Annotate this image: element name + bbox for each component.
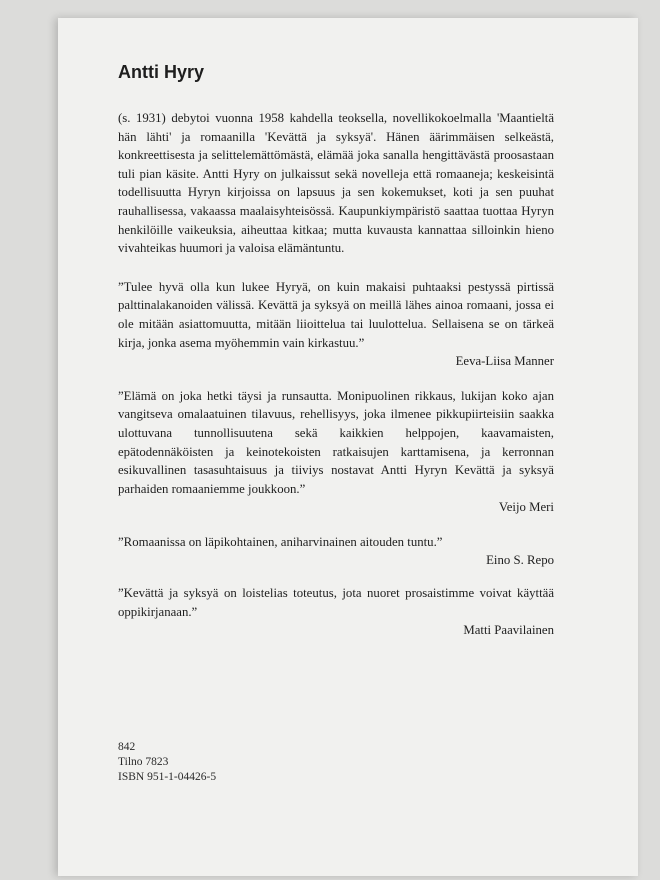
tilno-code: Tilno 7823: [118, 756, 169, 768]
quote-text: ”Kevättä ja syksyä on loistelias toteutus, jota nuoret prosaistimme voivat käyttää oppikirjanaan.”: [118, 586, 554, 619]
quote-text: ”Tulee hyvä olla kun lukee Hyryä, on kuin makaisi puhtaaksi pestyssä pirtissä palttinalakanoiden välissä. Kevättä ja syksyä on meillä lähes ainoa romaani, jossa ei ole mitään asiattomuutta, mitään liioittelua tai luulottelua. Sellaisena se on tärkeä kirja, jonka asema myöhemmin vain kirkastuu.”: [118, 279, 554, 350]
author-name: Antti Hyry: [118, 62, 205, 82]
catalog-number: 842: [118, 741, 136, 753]
cover-text-block: [118, 62, 554, 640]
quote-author: Veijo Meri: [498, 500, 554, 515]
review-quote-4: [118, 584, 554, 640]
quote-text: ”Romaanissa on läpikohtainen, aniharvinainen aitouden tuntu.”: [118, 534, 443, 549]
quote-author: Matti Paavilainen: [463, 623, 554, 638]
review-quote-2: [118, 387, 554, 517]
review-quote-3: [118, 533, 554, 570]
quote-text: ”Elämä on joka hetki täysi ja runsautta. Monipuolinen rikkaus, lukijan koko ajan vangitseva omalaatuinen tilavuus, rehellisyys, joka ilmenee pikkupiirteisiin saakka ulottuvana tunnollisuutena sekä kaikkien helppojen, kaavamaisten, epätodennäköisten ja keinotekoisten ratkaisujen karttamisena, ja kerronnan esikuvallinen tasasuhtaisuus ja tiiviys nostavat Antti Hyryn Kevättä ja syksyä parhaiden romaaniemme joukkoon.”: [118, 388, 554, 496]
quote-author: Eeva-Liisa Manner: [455, 354, 554, 369]
author-bio: (s. 1931) debytoi vuonna 1958 kahdella teoksella, novellikokoelmalla 'Maantieltä hän lähti' ja romaanilla 'Kevättä ja syksyä'. Hänen äärimmäisen selkeästä, konkreettisesta ja selittelemättömästä, elämää joka sanalla hengittävästä proosastaan tuli pian käsite. Antti Hyry on julkaissut sekä novelleja että romaaneja; keskeisintä todellisuutta Hyryn kirjoissa on lapsuus ja sen kokemukset, koti ja sen puuhat rauhallisessa, vakaassa maalaisyhteisössä. Kaupunkiympäristö saattaa tuottaa Hyryn henkilöille vaikeuksia, aiheuttaa kitkaa; mutta kuvausta kannattaa silloinkin hieno vivahteikas huumori ja valoisa elämäntuntu.: [118, 111, 554, 256]
isbn-code: ISBN 951-1-04426-5: [118, 771, 217, 783]
catalog-codes: [118, 740, 216, 785]
quote-author: Eino S. Repo: [486, 553, 554, 568]
review-quote-1: [118, 278, 554, 371]
book-back-cover: [58, 18, 638, 876]
